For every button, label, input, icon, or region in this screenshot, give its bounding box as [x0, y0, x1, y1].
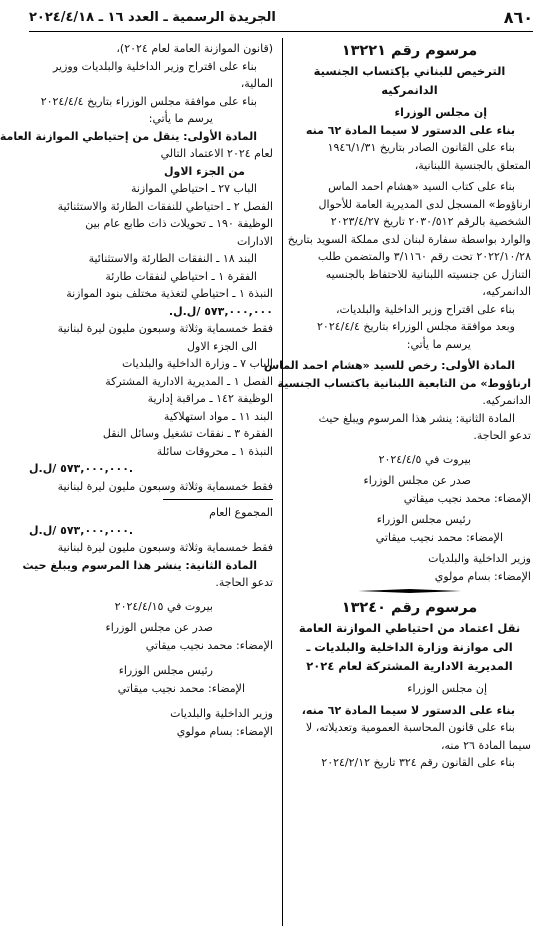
amount: ٥٧٣,٠٠٠,٠٠٠ /ل.ل.: [168, 304, 273, 318]
text-line: بناء على كتاب السيد «هشام احمد الماس: [328, 180, 515, 193]
decree-subtitle: المديرية الادارية المشتركة لعام ٢٠٢٤: [306, 659, 513, 673]
decree-separator: [288, 585, 531, 597]
gazette-title: الجريدة الرسمية ـ العدد ١٦ ـ ٢٠٢٤/٤/١٨: [29, 9, 276, 25]
budget-line: البند ١١ ـ مواد استهلاكية: [163, 409, 273, 423]
amount-words: فقط خمسماية وثلاثة وسبعون مليون ليرة لبنانية: [57, 479, 273, 493]
signature-line: الإمضاء: محمد نجيب ميقاتي: [403, 491, 531, 505]
issue-date: بيروت في ٢٠٢٤/٤/٥: [378, 452, 471, 466]
signature-line: الإمضاء: بسام مولوي: [176, 724, 273, 738]
grand-total-label: المجموع العام: [209, 506, 273, 519]
budget-line: الباب ٢٧ ـ احتياطي الموازنة: [130, 182, 257, 195]
budget-line: الباب ٧ ـ وزارة الداخلية والبلديات: [122, 357, 273, 370]
total-rule: [163, 499, 273, 500]
text-line: وبعد موافقة مجلس الوزراء بتاريخ ٢٠٢٤/٤/٤: [317, 320, 515, 333]
text-line: ارناؤوط» من التابعية اللبنانية باكتساب الجنسية: [277, 376, 531, 390]
text-line: بناء على اقتراح وزير الداخلية والبلديات ووزير: [52, 59, 257, 73]
left-column: [0, 40, 273, 740]
text-line: إن مجلس الوزراء: [407, 682, 487, 695]
text-line: إن مجلس الوزراء: [394, 106, 487, 119]
article-one: المادة الأولى: ينقل من إحتياطي الموازنة العامة: [0, 129, 257, 143]
text-line: الدانمركيه،: [482, 285, 531, 298]
issue-date: بيروت في ٢٠٢٤/٤/١٥: [114, 599, 213, 613]
text-line: والوارد بواسطة سفارة لبنان لدى مملكة السويد بتاريخ: [287, 232, 531, 246]
section-heading: الى الجزء الاول: [187, 339, 257, 353]
page-header: [29, 6, 533, 28]
budget-line: النبذة ١ ـ محروقات سائلة: [156, 444, 273, 458]
text-line: ارناؤوط» المسجل لدى المديرية العامة للأحوال: [318, 197, 531, 211]
budget-line: الوظيفة ١٩٠ ـ تحويلات ذات طابع عام بين: [85, 217, 273, 230]
signature-line: رئيس مجلس الوزراء: [376, 513, 471, 526]
text-line: الدانمركيه.: [482, 394, 531, 407]
text-line: تدعو الحاجة.: [473, 429, 531, 442]
text-line: بناء على اقتراح وزير الداخلية والبلديات،: [335, 302, 515, 316]
amount-words: فقط خمسماية وثلاثة وسبعون مليون ليرة لبنانية: [57, 322, 273, 335]
budget-line: الفقرة ٣ ـ نفقات تشغيل وسائل النقل: [102, 427, 273, 440]
text-line: سيما المادة ٢٦ منه،: [440, 738, 531, 752]
budget-line: الادارات: [236, 234, 273, 248]
text-line: لعام ٢٠٢٤ الاعتماد التالي: [160, 147, 273, 160]
signature-line: وزير الداخلية والبلديات: [170, 707, 273, 720]
budget-line: الفصل ٢ ـ احتياطي للنفقات الطارئة والاستثنائية: [57, 199, 273, 213]
signature-line: الإمضاء: محمد نجيب ميقاتي: [145, 638, 273, 652]
budget-line: الفقرة ١ ـ احتياطي لنفقات طارئة: [105, 269, 257, 283]
article-one: المادة الأولى: رخص للسيد «هشام احمد الماس: [263, 359, 515, 372]
text-line: بناء على القانون الصادر بتاريخ ١٩٤٦/١/٣١: [327, 141, 515, 154]
signature-line: صدر عن مجلس الوزراء: [105, 621, 213, 634]
text-line: (قانون الموازنة العامة لعام ٢٠٢٤)،: [116, 42, 273, 55]
decree-subtitle: الترخيص للبناني بإكتساب الجنسية الدانمركيه: [313, 64, 506, 97]
text-line: بناء على الدستور لا سيما المادة ٦٢ منه: [305, 123, 515, 137]
text-line: المالية،: [240, 77, 273, 90]
decree-title: مرسوم رقم ١٣٢٢١: [341, 43, 478, 59]
amount-words: فقط خمسماية وثلاثة وسبعون مليون ليرة لبنانية: [57, 541, 273, 554]
decree-subtitle: الى موازنة وزارة الداخلية والبلديات ـ: [306, 640, 513, 654]
right-column: [263, 40, 531, 772]
signature-line: صدر عن مجلس الوزراء: [363, 474, 471, 487]
text-line: التنازل عن جنسيته اللبنانية للاحتفاظ بالجنسيه: [325, 267, 531, 281]
text-line: ٢٠٢٢/١٠/٢٨ تحت رقم ٣/١١٦٠ والمتضمن طلب: [317, 250, 531, 263]
section-heading: من الجزء الاول: [163, 164, 245, 178]
signature-line: وزير الداخلية والبلديات: [428, 552, 531, 565]
signature-line: الإمضاء: محمد نجيب ميقاتي: [117, 681, 245, 695]
article-two: المادة الثانية: ينشر هذا المرسوم ويبلغ حيث: [318, 411, 515, 425]
decree-title: مرسوم رقم ١٣٢٤٠: [341, 600, 478, 616]
budget-line: الوظيفة ١٤٢ ـ مراقبة إدارية: [147, 392, 273, 405]
signature-line: الإمضاء: محمد نجيب ميقاتي: [375, 530, 503, 544]
signature-line: الإمضاء: بسام مولوي: [434, 569, 531, 583]
text-line: بناء على قانون المحاسبة العمومية وتعديلاته، لا: [305, 721, 515, 734]
budget-line: النبذة ١ ـ احتياطي لتغذية مختلف بنود الموازنة: [66, 287, 273, 300]
text-line: يرسم ما يأتي:: [148, 112, 213, 125]
text-line: الشخصية بالرقم ٢٠٣٠/٥١٢ تاريخ ٢٠٢٣/٤/٢٧: [330, 215, 531, 228]
text-line: يرسم ما يأتي:: [406, 337, 471, 351]
column-divider: [282, 38, 283, 926]
text-line: بناء على الدستور لا سيما المادة ٦٢ منه،: [301, 703, 515, 717]
text-line: تدعو الحاجة.: [215, 576, 273, 589]
text-line: بناء على موافقة مجلس الوزراء بتاريخ ٢٠٢٤/٤/٤: [40, 94, 257, 108]
budget-line: البند ١٨ ـ النفقات الطارئة والاستثنائية: [88, 252, 257, 265]
budget-line: الفصل ١ ـ المديرية الادارية المشتركة: [105, 374, 273, 388]
header-rule: [29, 31, 533, 32]
text-line: المتعلق بالجنسية اللبنانية،: [414, 158, 531, 172]
page-number: ٨٦٠: [503, 7, 533, 27]
article-two: المادة الثانية: ينشر هذا المرسوم ويبلغ حيث: [22, 558, 257, 572]
text-line: بناء على القانون رقم ٣٢٤ تاريخ ٢٠٢٤/٢/١٢: [321, 756, 515, 769]
amount: ٥٧٣,٠٠٠,٠٠٠ /ل.ل.: [29, 523, 134, 537]
amount: ٥٧٣,٠٠٠,٠٠٠ /ل.ل.: [29, 462, 134, 475]
decree-subtitle: نقل اعتماد من احتياطي الموازنة العامة: [298, 621, 521, 635]
signature-line: رئيس مجلس الوزراء: [118, 664, 213, 677]
